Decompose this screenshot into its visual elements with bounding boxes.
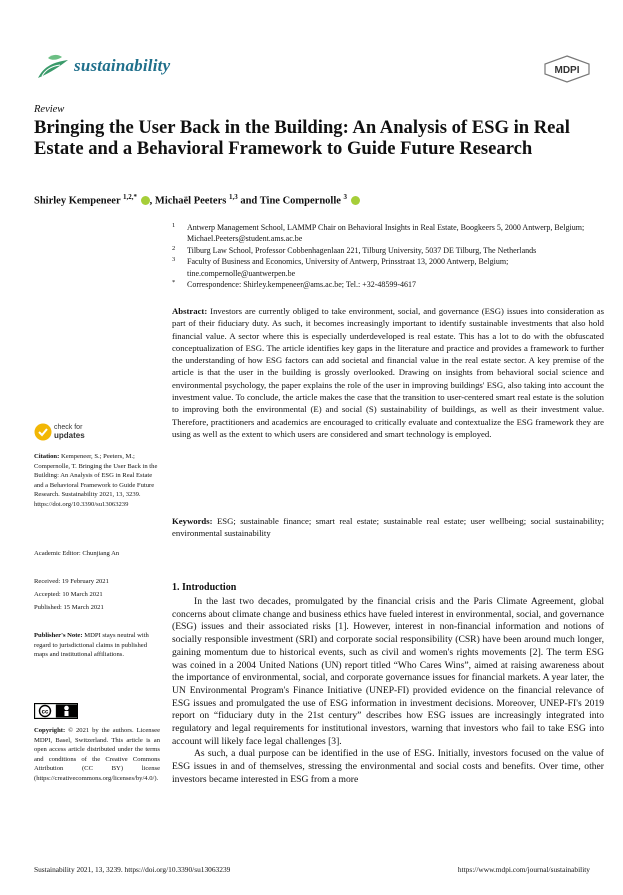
footer-journal-link[interactable]: https://www.mdpi.com/journal/sustainability	[457, 865, 590, 874]
journal-name[interactable]: sustainability	[74, 56, 171, 75]
keywords-text: ESG; sustainable finance; smart real estate; sustainable real estate; user wellbeing; social sustainability; environmental sustainability	[172, 516, 605, 539]
citation: Citation: Kempeneer, S.; Peeters, M.; Compernolle, T. Bringing the User Back in the Building: An Analysis of ESG in Real Estate and a Behavioral Framework to Guide Future Research. Sustainability 2021, 13, 3239. https://doi.org/10.3390/su13063239	[34, 453, 158, 508]
author-affiliation-mark: 1,3	[228, 193, 238, 201]
svg-text:cc: cc	[41, 709, 49, 716]
publisher-note: Publisher's Note: MDPI stays neutral with regard to jurisdictional claims in published maps and institutional affiliations.	[34, 632, 149, 659]
abstract	[172, 305, 604, 440]
orcid-icon[interactable]	[141, 196, 150, 205]
check-for-updates-icon[interactable]	[34, 423, 52, 441]
paragraph: As such, a dual purpose can be identified in the use of ESG. Initially, investors focused on the value of ESG issues in and of themselves, stressing the environmental and social costs and benefits. Over time, other investors became interested in ESG from a more	[172, 748, 604, 785]
author-name[interactable]: Tine Compernolle	[259, 195, 341, 207]
affiliation-item: 3 Faculty of Business and Economics, University of Antwerp, Prinsstraat 13, 2000 Antwerp, Belgium; tine.compernolle@uantwerpen.be	[172, 256, 509, 278]
orcid-icon[interactable]	[351, 196, 360, 205]
article-type: Review	[34, 104, 65, 115]
author-name[interactable]: Michaël Peeters	[154, 195, 227, 207]
journal-leaf-icon	[34, 52, 74, 82]
footer-citation[interactable]: Sustainability 2021, 13, 3239. https://doi.org/10.3390/su13063239	[34, 865, 231, 874]
copyright: Copyright: © 2021 by the authors. Licensee MDPI, Basel, Switzerland. This article is an open access article distributed under the terms and conditions of the Creative Commons Attribution (CC BY) license (https://creativecommons.org/licenses/by/4.0/).	[34, 727, 160, 782]
keywords	[172, 515, 604, 540]
date-published: Published: 15 March 2021	[34, 604, 104, 611]
affiliation-item: 1 Antwerp Management School, LAMMP Chair on Behavioral Insights in Real Estate, Boogkeers 5, 2000 Antwerp, Belgium; Michael.Peeters@student.ams.ac.be	[172, 222, 585, 244]
academic-editor: Academic Editor: Chunjiang An	[34, 550, 120, 557]
date-received: Received: 19 February 2021	[34, 578, 109, 585]
cc-by-license-icon[interactable]	[34, 703, 78, 719]
affiliation-item: 2 Tilburg Law School, Professor Cobbenhagenlaan 221, Tilburg University, 5037 DE Tilburg, The Netherlands	[172, 244, 537, 255]
author-affiliation-mark: 3	[343, 193, 348, 201]
mdpi-logo[interactable]	[543, 55, 591, 83]
author-name[interactable]: Shirley Kempeneer	[34, 195, 121, 207]
abstract-text: Investors are currently obliged to take environment, social, and governance (ESG) issues into consideration as part of their fiduciary duty. As such, it becomes increasingly important to identify sustainable investments that also hold financial value. A sector where this is especially underdeveloped is real estate. This has a lot to do with the obfuscated conceptualization of ESG. The article identifies key gaps in the literature and practice and provides a framework to further the understanding of how ESG factors can add societal and financial value in the real estate sector. A key premise of the article is that the user in the building is grossly overlooked. Drawing on insights from behavioral social science and environmental psychology, the paper explains the role of the user in improving buildings' ESG, also taking into account the investment value. To conclude, the article makes the case that the transition to user-centered smart real estate is the solution to improving both the environmental (E) and social (S) sustainability of buildings, as well as their investment value. Therefore, practitioners and academics are encouraged to critically evaluate and contextualize the ESG framework they are using as well as the extent to which users are considered and smart technology is employed.	[172, 306, 604, 439]
affiliation-list	[172, 222, 604, 290]
check-for-updates-label[interactable]: check for updates	[54, 424, 85, 440]
abstract-label: Abstract:	[172, 306, 208, 316]
intro-body	[172, 596, 604, 787]
svg-text:MDPI: MDPI	[554, 65, 580, 76]
paragraph: In the last two decades, promulgated by the financial crisis and the Paris Climate Agreement, global concerns about climate change and business ethics have fueled interest in environmental, social, and governance (ESG) issues and their associated risks [1]. However, interest in non-financial information and notions of socially responsible investment (SRI) and corporate social responsibility (CSR) have been around much longer, gaining momentum due to historical events, such as civil and women's rights movements [2]. The term ESG was coined in a 2004 United Nations (UN) report titled “Who Cares Wins”, aimed at raising awareness about the importance of environmental, social, and corporate governance issues for financial markets. A year later, the UN Environmental Program's Finance Initiative (UNEP-FI) provided evidence on the financial relevance of ESG issues and promulgated the use of ESG information in investment decisions. Moreover, UNEP-FI's 2019 report on “fiduciary duty in the 21st century” describes how ESG issues are increasingly integrated into regulatory and legal requirements for institutional investors, warning that investors who fail to take ESG into account will likely face legal challenges [3].	[172, 596, 604, 747]
article-title: Bringing the User Back in the Building: An Analysis of ESG in Real Estate and a Behavioral Framework to Guide Future Research	[34, 117, 570, 159]
keywords-label: Keywords:	[172, 516, 213, 526]
citation-text: Kempeneer, S.; Peeters, M.; Compernolle, T. Bringing the User Back in the Building: An Analysis of ESG in Real Estate and a Behavioral Framework to Guide Future Research. Sustainability 2021, 13, 3239. https://doi.org/10.3390/su13063239	[34, 453, 158, 508]
page-footer	[34, 865, 590, 874]
correspondence: * Correspondence: Shirley.kempeneer@ams.ac.be; Tel.: +32-48599-4617	[172, 279, 417, 290]
date-accepted: Accepted: 10 March 2021	[34, 591, 103, 598]
author-affiliation-mark: 1,2,*	[123, 193, 138, 201]
author-list: Shirley Kempeneer $^{1,2,*}$ , Michaël Peeters $^{1,3}$ and Tine Compernolle $^3$	[34, 193, 360, 207]
section-heading: 1. Introduction	[172, 582, 237, 593]
